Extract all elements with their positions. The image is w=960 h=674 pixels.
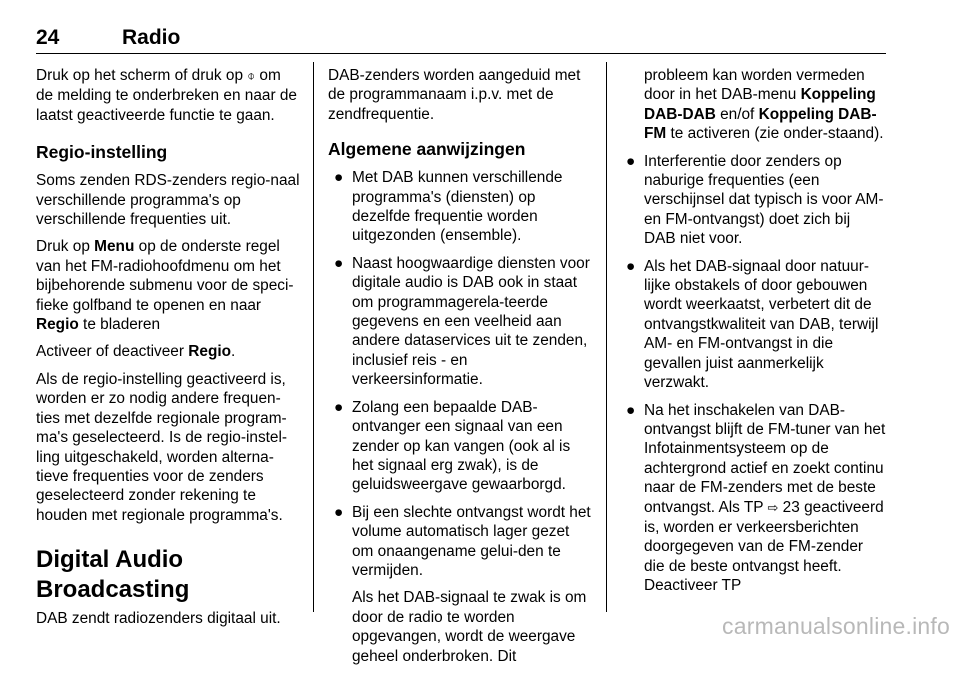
list-item: ● Met DAB kunnen verschillende programma's (diensten) op dezelfde frequentie worden uitgezonden (ensemble). — [334, 169, 563, 245]
list-item-continuation: Als het DAB-signaal te zwak is om door de radio te worden opgevangen, wordt de weergave geheel onderbroken. Dit — [352, 589, 587, 665]
heading-digital-audio-broadcasting: Digital Audio Broadcasting — [36, 546, 190, 604]
page-reference-icon: ⇨ — [767, 500, 779, 516]
koppeling-dab-fm-label: Koppeling DAB-FM — [644, 105, 877, 143]
paragraph: DAB-zenders worden aangeduid met de programmanaam i.p.v. met de zendfrequentie. — [328, 67, 581, 123]
paragraph: Activeer of deactiveer Regio. — [36, 343, 236, 361]
paragraph: Druk op Menu op de onderste regel van het FM-radiohoofdmenu om het bijbehorende submenu voor de speci-fieke golfband te openen en naar Regio te bladeren — [36, 238, 294, 334]
column-divider-1 — [313, 62, 314, 612]
bullet-icon: ● — [626, 401, 636, 419]
bullet-icon: ● — [626, 152, 636, 170]
koppeling-dab-dab-label: Koppeling DAB-DAB — [644, 86, 876, 123]
column-divider-2 — [606, 62, 607, 612]
list-item: ● Bij een slechte ontvangst wordt het volume automatisch lager gezet om onaangename gelui-den te vermijden. Als het DAB-signaal te zwak is om door de radio te worden opgevangen, wordt de weergave geheel onderbroken. Dit — [328, 503, 593, 666]
power-icon: ⌽ — [247, 69, 256, 84]
column-3 — [620, 66, 886, 604]
list-item: ● Naast hoogwaardige diensten voor digitale audio is DAB ook in staat om programmagerela-teerde gegevens en een veelheid aan andere dataservices uit te zenden, inclusief reis - en verkeersinformatie. — [334, 254, 590, 389]
paragraph: Druk op het scherm of druk op ⌽ om de melding te onderbreken en naar de laatst geactiveerde functie te gaan. — [36, 67, 297, 124]
list-item: ● Na het inschakelen van DAB-ontvangst blijft de FM-tuner van het Infotainmentsysteem op de achtergrond actief en zoekt continu naar de FM-zenders met de beste ontvangst. Als TP ⇨ 23 geactiveerd is, worden er verkeersberichten doorgegeven van de FM-zender die de beste ontvangst heeft. Deactiveer TP — [626, 401, 886, 595]
list-item: ● Interferentie door zenders op naburige frequenties (een verschijnsel dat typisch is voor AM- en FM-ontvangst) doet zich bij DAB niet voor. — [626, 152, 884, 248]
column-2 — [328, 66, 593, 674]
regio-label: Regio — [36, 316, 79, 334]
bullet-icon: ● — [334, 503, 344, 521]
section-title: Radio — [122, 26, 181, 49]
list-item: ● Zolang een bepaalde DAB-ontvanger een signaal van een zender op kan vangen (ook al is het signaal erg zwak), is de geluidsweergave gewaarborgd. — [334, 398, 571, 494]
list-item-continuation: probleem kan worden vermeden door in het DAB-menu Koppeling DAB-DAB en/of Koppeling DAB-FM te activeren (zie onder-staand). — [644, 67, 884, 143]
page-header — [36, 26, 886, 52]
bullet-list — [620, 152, 886, 596]
column-1 — [36, 66, 301, 637]
bullet-icon: ● — [334, 169, 344, 187]
watermark: carmanualsonline.info — [722, 613, 950, 639]
paragraph: Soms zenden RDS-zenders regio-naal verschillende programma's op verschillende frequenties uit. — [36, 172, 300, 229]
regio-label: Regio — [188, 343, 232, 361]
page-number: 24 — [36, 26, 60, 49]
bullet-icon: ● — [334, 254, 344, 272]
bullet-icon: ● — [626, 257, 636, 275]
heading-regio-instelling: Regio-instelling — [36, 142, 168, 163]
bullet-list — [328, 168, 593, 666]
list-item: ● Als het DAB-signaal door natuur-lijke obstakels of door gebouwen wordt weerkaatst, verbetert dit de ontvangstkwaliteit van DAB, terwijl AM- en FM-ontvangst in die gevallen juist aanmerkelijk verzwakt. — [626, 257, 879, 392]
menu-label: Menu — [94, 238, 135, 256]
paragraph: DAB zendt radiozenders digitaal uit. — [36, 610, 281, 628]
page-reference[interactable]: 23 — [778, 498, 800, 516]
bullet-icon: ● — [334, 398, 344, 416]
header-divider — [36, 53, 886, 54]
paragraph: Als de regio-instelling geactiveerd is, worden er zo nodig andere frequen-ties met dezelfde regionale program-ma's geselecteerd. Is de regio-instel-ling uitgeschakeld, worden alterna-tieve frequenties voor de zenders geselecteerd zonder rekening te houden met regionale programma's. — [36, 370, 288, 524]
heading-algemene-aanwijzingen: Algemene aanwijzingen — [328, 139, 526, 160]
